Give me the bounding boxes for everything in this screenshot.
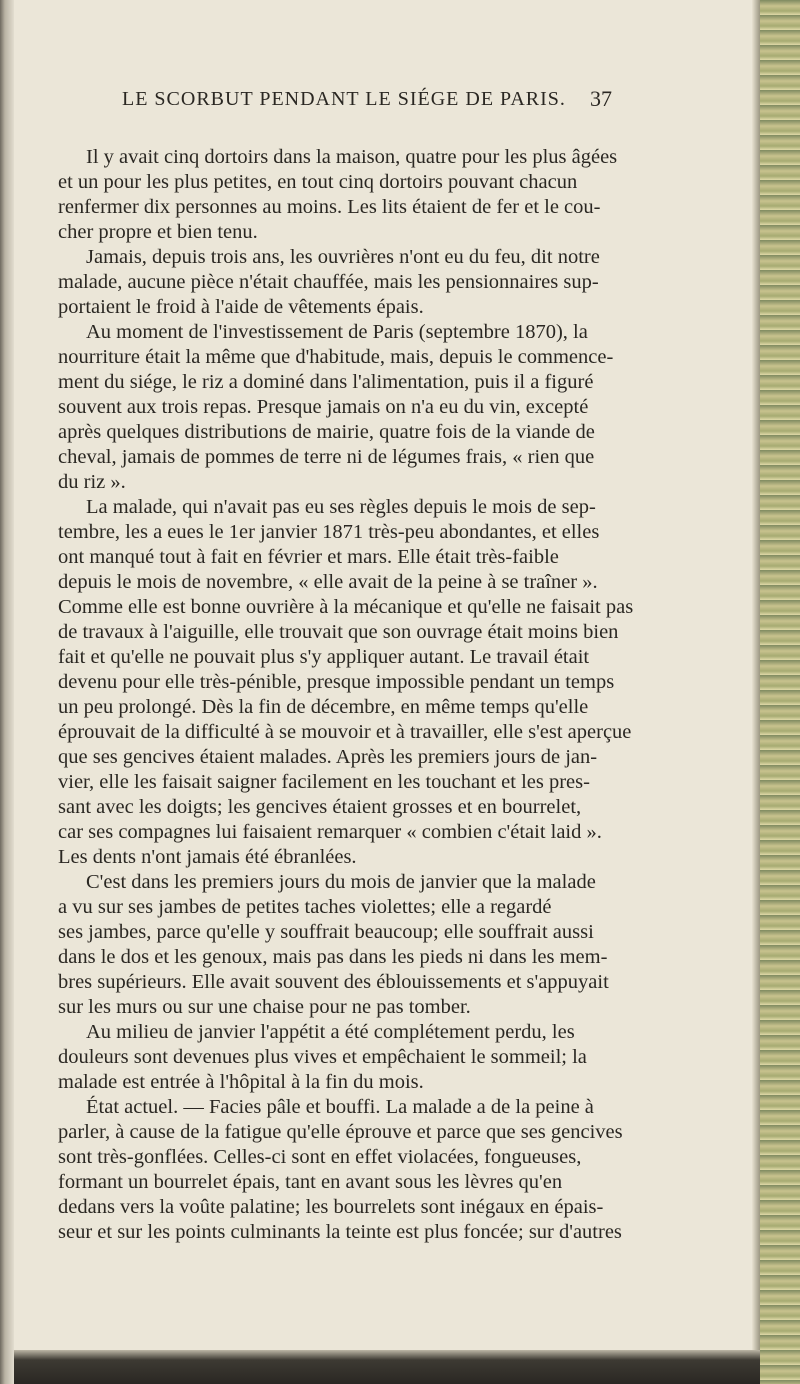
text-line: portaient le froid à l'aide de vêtements épais. — [58, 296, 424, 318]
text-line: depuis le mois de novembre, « elle avait de la peine à se traîner ». — [58, 571, 598, 593]
book-edge — [760, 0, 800, 1384]
text-line: ont manqué tout à fait en février et mars. Elle était très-faible — [58, 546, 559, 568]
text-line: La malade, qui n'avait pas eu ses règles depuis le mois de sep- — [86, 496, 596, 518]
text-line: formant un bourrelet épais, tant en avant sous les lèvres qu'en — [58, 1171, 563, 1193]
page-number: 37 — [590, 86, 612, 111]
text-line: du riz ». — [58, 471, 126, 493]
text-line: et un pour les plus petites, en tout cinq dortoirs pouvant chacun — [58, 171, 578, 193]
bottom-edge — [14, 1350, 760, 1384]
page-gutter-shadow — [0, 0, 14, 1384]
text-line: malade, aucune pièce n'était chauffée, mais les pensionnaires sup- — [58, 271, 599, 293]
text-line: Au milieu de janvier l'appétit a été complétement perdu, les — [86, 1021, 575, 1043]
text-line: renfermer dix personnes au moins. Les lits étaient de fer et le cou- — [58, 196, 601, 218]
text-line: ses jambes, parce qu'elle y souffrait beaucoup; elle souffrait aussi — [58, 921, 594, 943]
text-line: tembre, les a eues le 1er janvier 1871 très-peu abondantes, et elles — [58, 521, 600, 543]
text-line: Comme elle est bonne ouvrière à la mécanique et qu'elle ne faisait pas — [58, 596, 634, 618]
text-line: souvent aux trois repas. Presque jamais on n'a eu du vin, excepté — [58, 396, 589, 418]
text-line: un peu prolongé. Dès la fin de décembre, en même temps qu'elle — [58, 696, 589, 718]
text-line: douleurs sont devenues plus vives et empêchaient le sommeil; la — [58, 1046, 587, 1068]
text-line: seur et sur les points culminants la teinte est plus foncée; sur d'autres — [58, 1221, 622, 1243]
book-page — [30, 0, 746, 1346]
text-line: cheval, jamais de pommes de terre ni de légumes frais, « rien que — [58, 446, 595, 468]
text-line: que ses gencives étaient malades. Après les premiers jours de jan- — [58, 746, 598, 768]
running-head-title: LE SCORBUT PENDANT LE SIÉGE DE PARIS. — [122, 88, 566, 110]
text-line: car ses compagnes lui faisaient remarquer « combien c'était laid ». — [58, 821, 602, 843]
text-line: après quelques distributions de mairie, quatre fois de la viande de — [58, 421, 595, 443]
text-line: malade est entrée à l'hôpital à la fin du mois. — [58, 1071, 424, 1093]
text-line: Les dents n'ont jamais été ébranlées. — [58, 846, 357, 868]
text-line: cher propre et bien tenu. — [58, 221, 258, 243]
text-line: ment du siége, le riz a dominé dans l'alimentation, puis il a figuré — [58, 371, 594, 393]
text-line: sant avec les doigts; les gencives étaient grosses et en bourrelet, — [58, 796, 582, 818]
text-line: dedans vers la voûte palatine; les bourrelets sont inégaux en épais- — [58, 1196, 604, 1218]
text-line: dans le dos et les genoux, mais pas dans les pieds ni dans les mem- — [58, 946, 608, 968]
page-edge-shadow — [752, 0, 760, 1384]
text-line: devenu pour elle très-pénible, presque impossible pendant un temps — [58, 671, 615, 693]
text-line: sur les murs ou sur une chaise pour ne pas tomber. — [58, 996, 471, 1018]
text-line: sont très-gonflées. Celles-ci sont en effet violacées, fongueuses, — [58, 1146, 582, 1168]
text-line: éprouvait de la difficulté à se mouvoir et à travailler, elle s'est aperçue — [58, 721, 632, 743]
text-line: Jamais, depuis trois ans, les ouvrières n'ont eu du feu, dit notre — [86, 246, 600, 268]
text-line: Au moment de l'investissement de Paris (septembre 1870), la — [86, 321, 588, 343]
text-line: bres supérieurs. Elle avait souvent des éblouissements et s'appuyait — [58, 971, 609, 993]
text-line: Il y avait cinq dortoirs dans la maison, quatre pour les plus âgées — [86, 146, 618, 168]
text-line: parler, à cause de la fatigue qu'elle éprouve et parce que ses gencives — [58, 1121, 623, 1143]
running-head — [30, 88, 746, 118]
text-line: vier, elle les faisait saigner facilement en les touchant et les pres- — [58, 771, 590, 793]
text-line: C'est dans les premiers jours du mois de janvier que la malade — [86, 871, 596, 893]
text-line: de travaux à l'aiguille, elle trouvait que son ouvrage était moins bien — [58, 621, 619, 643]
text-line: a vu sur ses jambes de petites taches violettes; elle a regardé — [58, 896, 552, 918]
text-line: État actuel. — Facies pâle et bouffi. La malade a de la peine à — [86, 1096, 594, 1118]
text-line: fait et qu'elle ne pouvait plus s'y appliquer autant. Le travail était — [58, 646, 590, 668]
text-line: nourriture était la même que d'habitude, mais, depuis le commence- — [58, 346, 614, 368]
